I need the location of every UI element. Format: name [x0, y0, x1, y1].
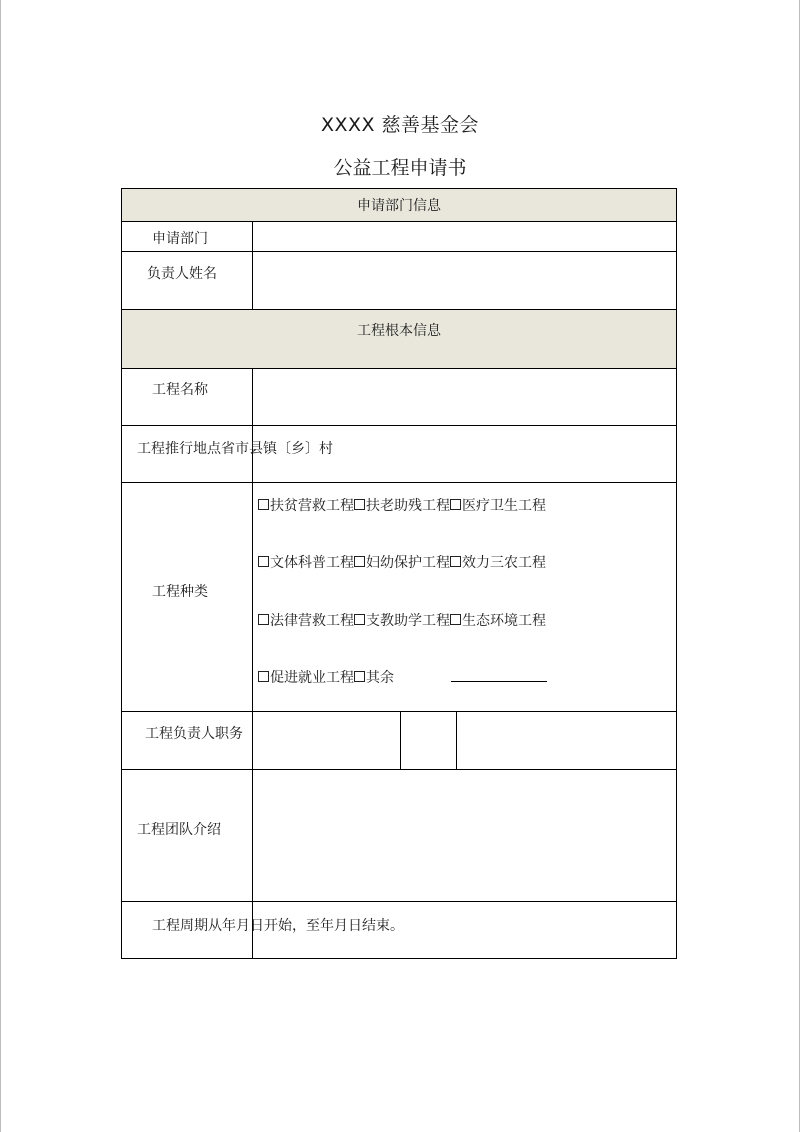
option-rural-service[interactable]: 效力三农工程 [450, 555, 546, 571]
dept-section-heading: 申请部门信息 [357, 198, 441, 214]
option-women-children[interactable]: 妇幼保护工程 [354, 555, 450, 571]
rule [121, 368, 677, 369]
rule [121, 425, 677, 426]
project-type-row [258, 610, 546, 630]
rule-col [252, 221, 253, 310]
project-period-text: 工程周期从年月日开始，至年月日结束。 [152, 918, 404, 934]
rule [121, 309, 677, 310]
rule-col [456, 711, 457, 769]
checkbox-icon[interactable] [354, 671, 365, 682]
rule [121, 711, 677, 712]
project-type-row [258, 667, 394, 687]
checkbox-icon[interactable] [258, 499, 269, 510]
leader-name-label: 负责人姓名 [147, 266, 217, 282]
rule-left [121, 188, 122, 959]
project-team-label: 工程团队介绍 [137, 822, 221, 838]
option-legal-aid[interactable]: 法律营救工程 [258, 613, 354, 629]
rule-col [252, 368, 253, 425]
project-type-row [258, 495, 546, 515]
project-name-label: 工程名称 [152, 382, 208, 398]
project-leader-position-label: 工程负责人职务 [145, 726, 243, 742]
option-elderly-disabled[interactable]: 扶老助残工程 [354, 498, 450, 514]
project-type-row [258, 552, 546, 572]
rule-col [400, 711, 401, 769]
checkbox-icon[interactable] [450, 614, 461, 625]
rule-col [252, 482, 253, 959]
form-title: 公益工程申请书 [333, 157, 467, 179]
checkbox-icon[interactable] [354, 614, 365, 625]
project-location-text: 工程推行地点省市县镇〔乡〕村 [137, 441, 333, 457]
checkbox-icon[interactable] [258, 556, 269, 567]
option-education-support[interactable]: 支教助学工程 [354, 613, 450, 629]
checkbox-icon[interactable] [450, 499, 461, 510]
option-medical-health[interactable]: 医疗卫生工程 [450, 498, 546, 514]
option-ecology[interactable]: 生态环境工程 [450, 613, 546, 629]
rule [121, 901, 677, 902]
rule-bottom [121, 958, 677, 959]
other-fill-in-line[interactable] [451, 681, 547, 682]
checkbox-icon[interactable] [258, 614, 269, 625]
application-form-table [121, 188, 677, 959]
option-other[interactable]: 其余 [354, 670, 394, 686]
option-employment[interactable]: 促进就业工程 [258, 670, 354, 686]
project-type-label: 工程种类 [152, 584, 208, 600]
option-poverty-relief[interactable]: 扶贫营救工程 [258, 498, 354, 514]
checkbox-icon[interactable] [450, 556, 461, 567]
rule [121, 221, 677, 222]
rule [121, 251, 677, 252]
rule-top [121, 188, 677, 189]
rule-right [676, 188, 677, 959]
option-culture-science[interactable]: 文体科普工程 [258, 555, 354, 571]
project-section-heading: 工程根本信息 [357, 323, 441, 339]
checkbox-icon[interactable] [354, 556, 365, 567]
dept-label: 申请部门 [152, 231, 208, 247]
rule [121, 769, 677, 770]
rule [121, 482, 677, 483]
checkbox-icon[interactable] [258, 671, 269, 682]
org-title: XXXX 慈善基金会 [320, 114, 480, 136]
checkbox-icon[interactable] [354, 499, 365, 510]
